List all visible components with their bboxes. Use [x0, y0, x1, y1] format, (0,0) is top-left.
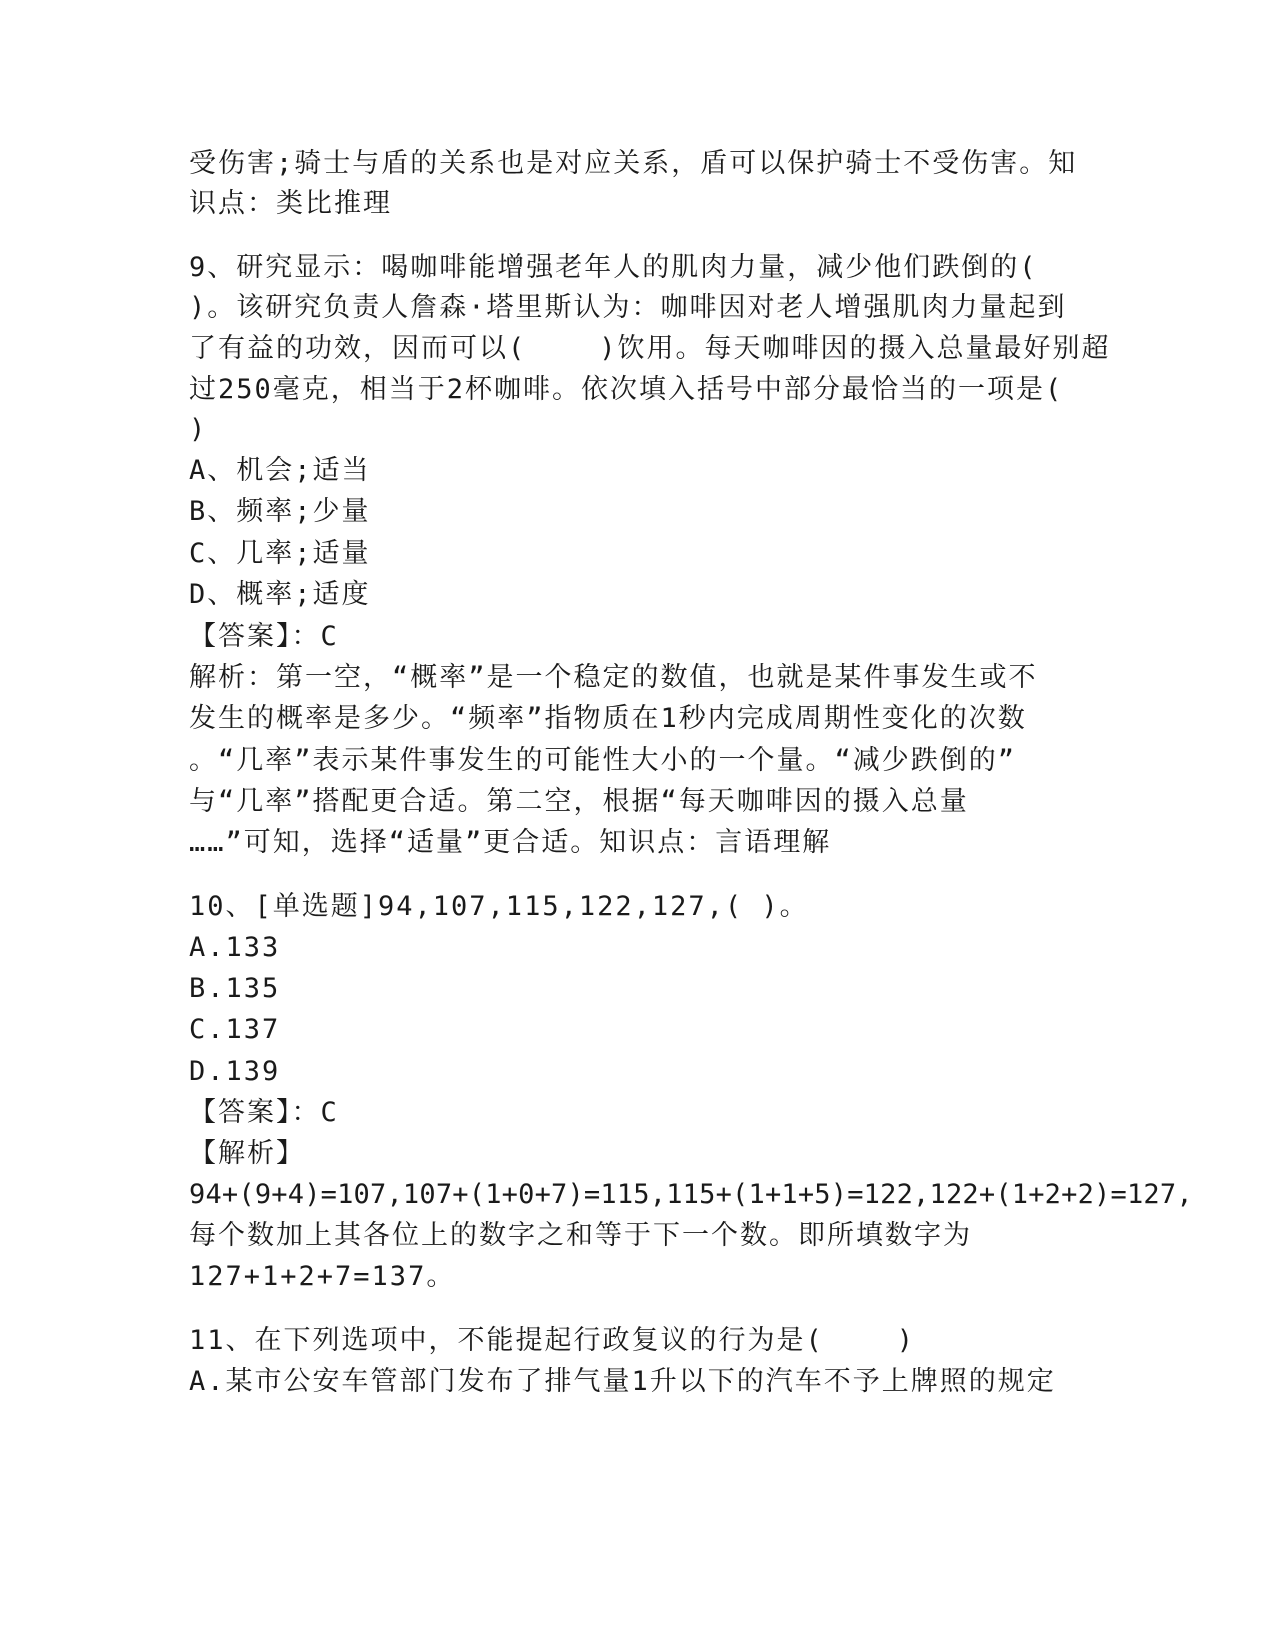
- q11-option: A.某市公安车管部门发布了排气量1升以下的汽车不予上牌照的规定: [189, 1366, 1056, 1397]
- prev-explanation-line: 识点：类比推理: [189, 188, 392, 219]
- q9-option: A、机会;适当: [189, 455, 371, 486]
- q11-stem: 11、在下列选项中，不能提起行政复议的行为是( ): [189, 1325, 916, 1356]
- q9-explanation-line: 与“几率”搭配更合适。第二空，根据“每天咖啡因的摄入总量: [189, 786, 969, 817]
- q9-stem-line: 9、研究显示：喝咖啡能增强老年人的肌肉力量，减少他们跌倒的(: [189, 252, 1038, 283]
- q9-explanation-line: ……”可知，选择“适量”更合适。知识点：言语理解: [189, 827, 832, 858]
- q9-stem-line: 过250毫克，相当于2杯咖啡。依次填入括号中部分最恰当的一项是(: [189, 374, 1064, 405]
- prev-explanation-line: 受伤害;骑士与盾的关系也是对应关系，盾可以保护骑士不受伤害。知: [189, 148, 1078, 179]
- q9-explanation-line: 解析：第一空，“概率”是一个稳定的数值，也就是某件事发生或不: [189, 662, 1038, 693]
- q10-explanation-line: 每个数加上其各位上的数字之和等于下一个数。即所填数字为: [189, 1220, 972, 1251]
- q10-answer: 【答案】：C: [189, 1097, 339, 1128]
- q9-stem-line: ): [189, 414, 208, 445]
- q10-option: A.133: [189, 932, 281, 963]
- q9-explanation-line: 发生的概率是多少。“频率”指物质在1秒内完成周期性变化的次数: [189, 703, 1027, 734]
- q9-option: B、频率;少量: [189, 496, 371, 527]
- q9-explanation-line: 。“几率”表示某件事发生的可能性大小的一个量。“减少跌倒的”: [189, 745, 1017, 776]
- q10-stem: 10、[单选题]94,107,115,122,127,( )。: [189, 891, 809, 922]
- q10-option: B.135: [189, 973, 281, 1004]
- q9-stem-line: 了有益的功效，因而可以( )饮用。每天咖啡因的摄入总量最好别超: [189, 333, 1111, 364]
- q9-answer: 【答案】：C: [189, 621, 339, 652]
- q10-option: C.137: [189, 1014, 281, 1045]
- q10-option: D.139: [189, 1056, 281, 1087]
- q9-stem-line: )。该研究负责人詹森·塔里斯认为：咖啡因对老人增强肌肉力量起到: [189, 292, 1067, 323]
- q9-option: C、几率;适量: [189, 538, 371, 569]
- q10-explanation-line: 127+1+2+7=137。: [189, 1261, 456, 1292]
- q9-option: D、概率;适度: [189, 579, 371, 610]
- q10-explanation-line: 94+(9+4)=107,107+(1+0+7)=115,115+(1+1+5)=122,122+(1+2+2)=127,: [189, 1179, 1193, 1210]
- q10-explanation-title: 【解析】: [189, 1138, 305, 1169]
